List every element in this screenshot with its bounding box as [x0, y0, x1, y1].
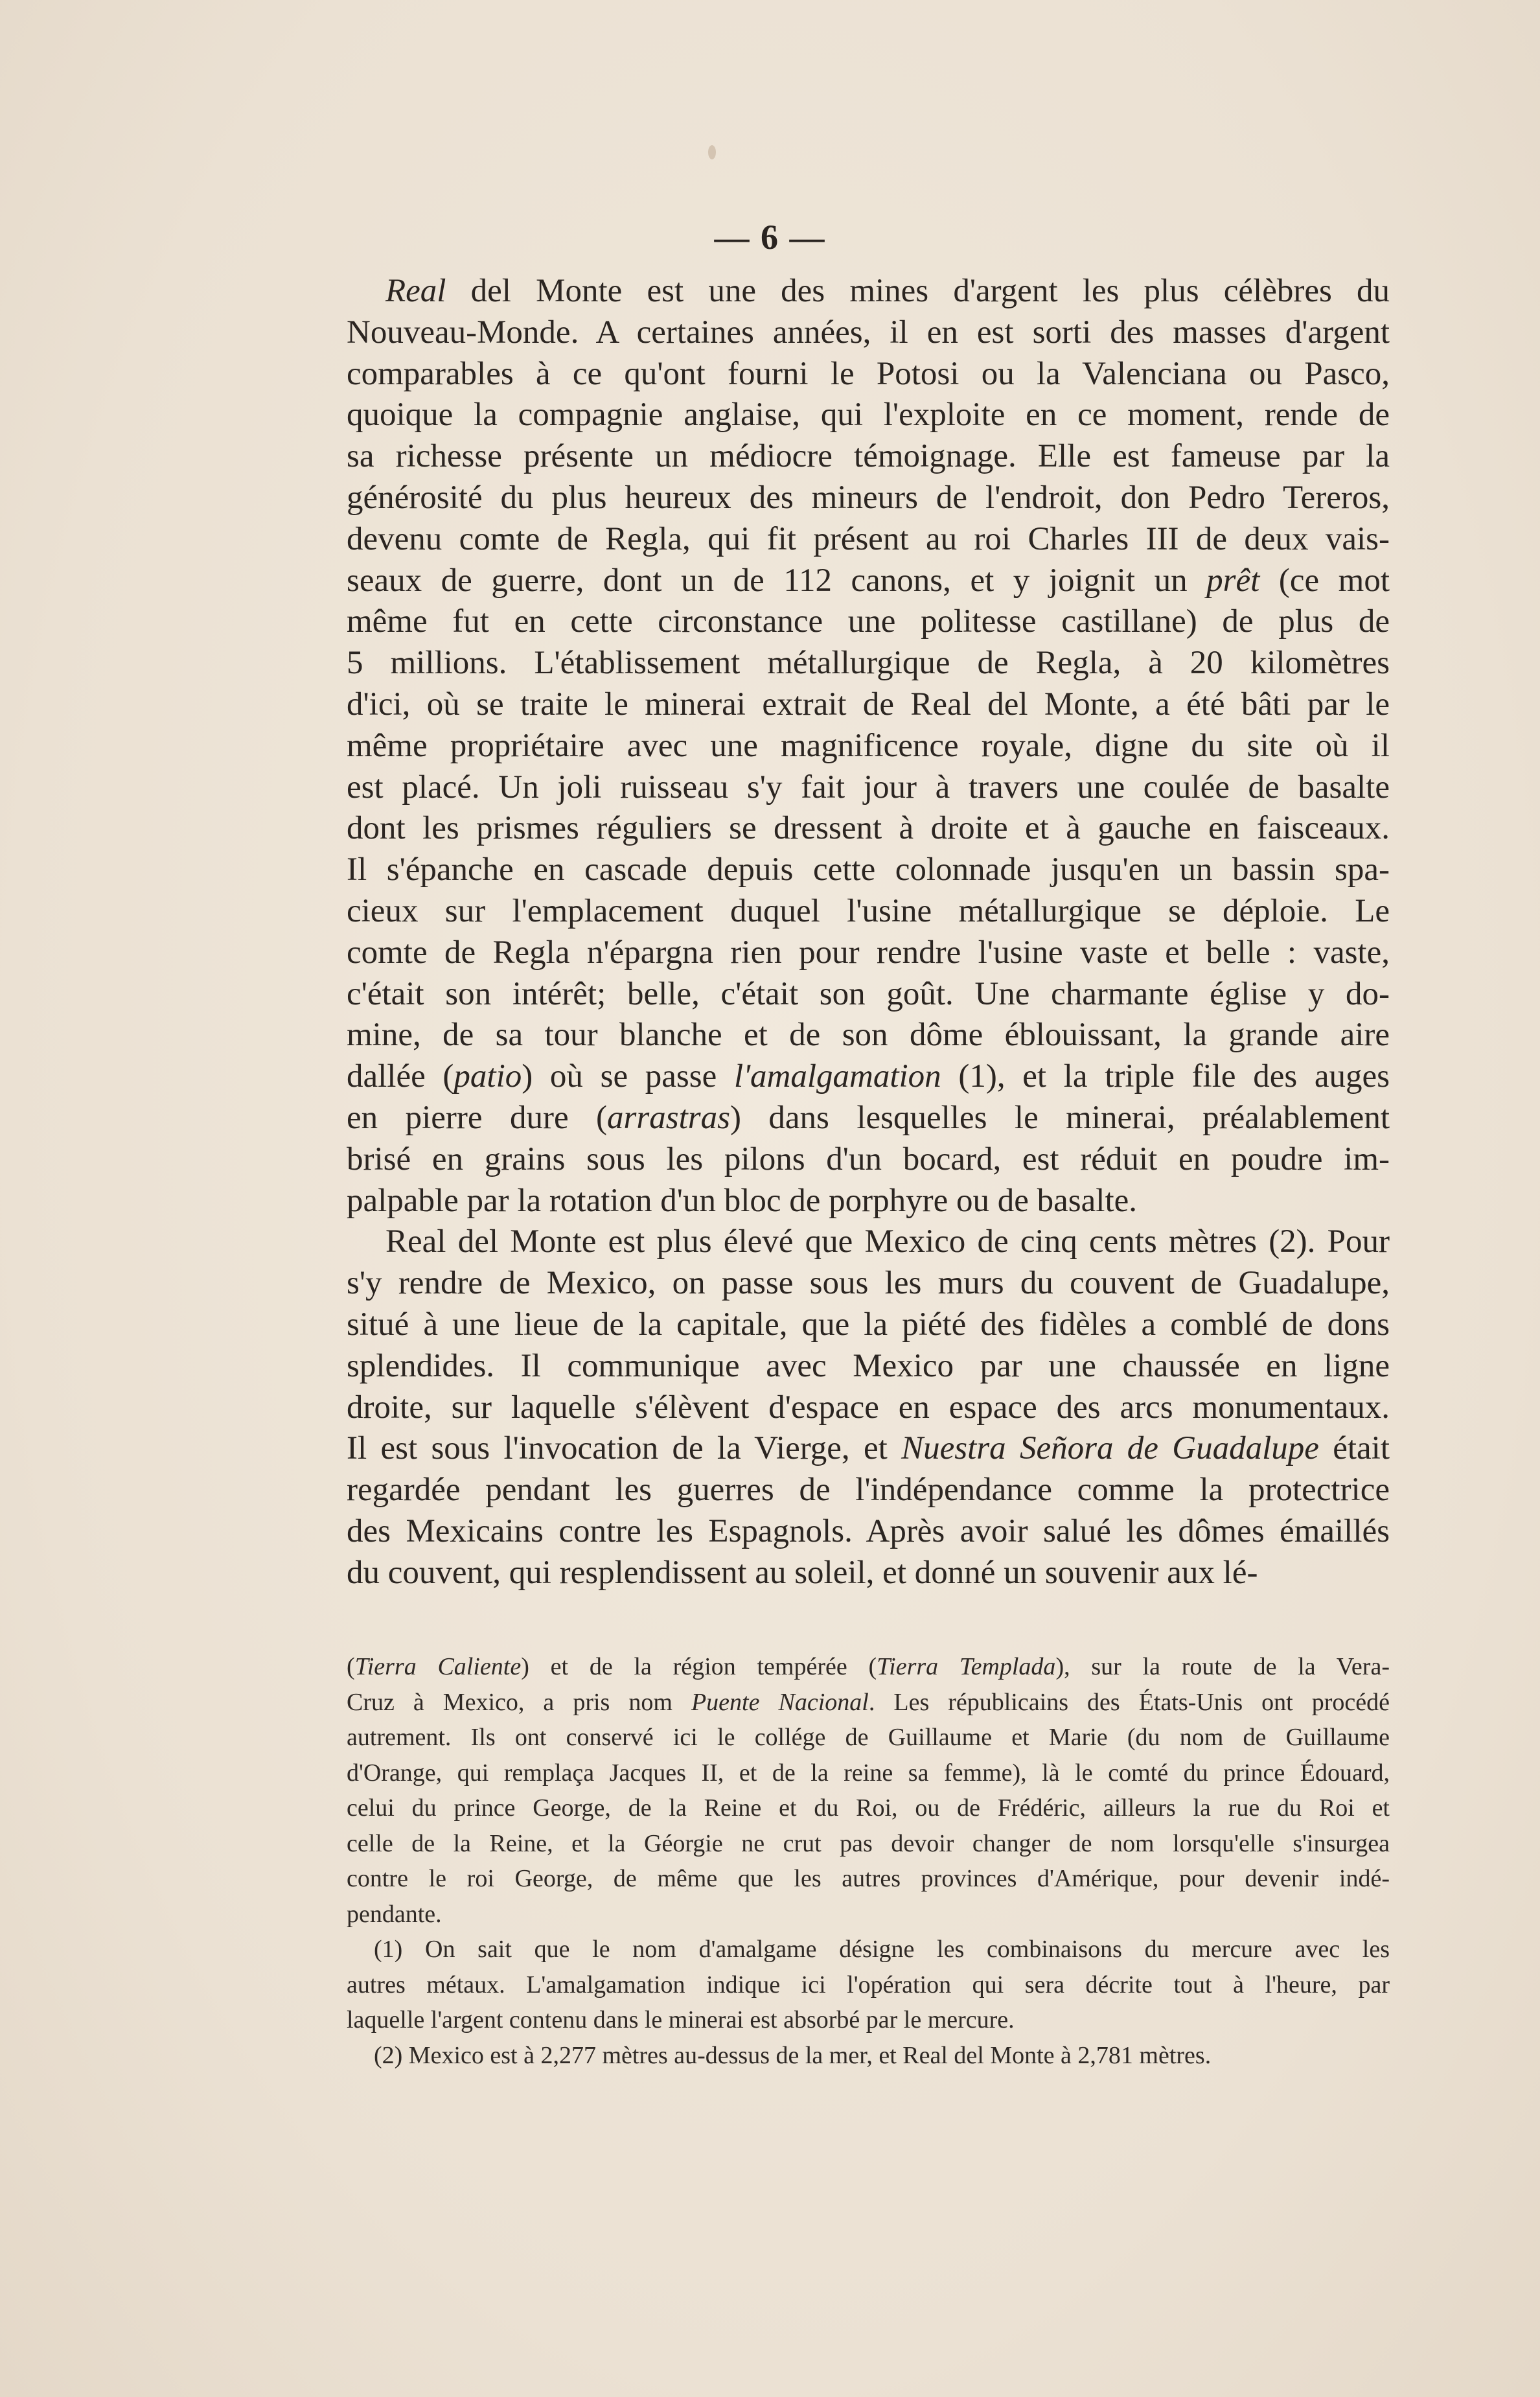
text-line: en pierre dure (arrastras) dans lesquelles le minerai, préalablement [347, 1099, 1390, 1136]
ink-speck [708, 145, 716, 159]
text-line: comparables à ce qu'ont fourni le Potosi ou la Valenciana ou Pasco, [347, 355, 1390, 392]
footnote-line: celle de la Reine, et la Géorgie ne crut pas devoir changer de nom lorsqu'elle s'insurgea [347, 1829, 1390, 1857]
footnote-2 [347, 2038, 1390, 2074]
text-line: situé à une lieue de la capitale, que la piété des fidèles a comblé de dons [347, 1306, 1390, 1343]
text-line: Il est sous l'invocation de la Vierge, et Nuestra Señora de Guadalupe était [347, 1430, 1390, 1467]
text-line: cieux sur l'emplacement duquel l'usine métallurgique se déploie. Le [347, 892, 1390, 929]
text-line: même propriétaire avec une magnificence royale, digne du site où il [347, 727, 1390, 764]
text-line: des Mexicains contre les Espagnols. Après avoir salué les dômes émaillés [347, 1512, 1390, 1549]
text-line: dallée (patio) où se passe l'amalgamation (1), et la triple file des auges [347, 1058, 1390, 1095]
paragraph-1 [347, 271, 1390, 1222]
text-line: du couvent, qui resplendissent au soleil, et donné un souvenir aux lé- [347, 1554, 1258, 1591]
text-line: Real del Monte est une des mines d'argent les plus célèbres du [385, 273, 1390, 309]
text-line: devenu comte de Regla, qui fit présent au roi Charles III de deux vais- [347, 520, 1390, 557]
footnotes [347, 1649, 1390, 2073]
text-line: sa richesse présente un médiocre témoignage. Elle est fameuse par la [347, 438, 1390, 475]
text-line: mine, de sa tour blanche et de son dôme éblouissant, la grande aire [347, 1017, 1390, 1054]
footnote-1 [347, 1932, 1390, 2038]
text-line: comte de Regla n'épargna rien pour rendre l'usine vaste et belle : vaste, [347, 934, 1390, 971]
text-line: Il s'épanche en cascade depuis cette colonnade jusqu'en un bassin spa- [347, 851, 1390, 888]
text-line: s'y rendre de Mexico, on passe sous les murs du couvent de Guadalupe, [347, 1265, 1390, 1302]
footnote-line: d'Orange, qui remplaça Jacques II, et de la reine sa femme), là le comté du prince Édouard, [347, 1759, 1390, 1787]
footnote-line: autrement. Ils ont conservé ici le collége de Guillaume et Marie (du nom de Guillaume [347, 1724, 1390, 1751]
footnote-line: (1) On sait que le nom d'amalgame désigne les combinaisons du mercure avec les [374, 1936, 1390, 1963]
text-line: droite, sur laquelle s'élèvent d'espace en espace des arcs monumentaux. [347, 1389, 1390, 1426]
page-number: — 6 — [714, 218, 826, 257]
footnote-line: laquelle l'argent contenu dans le minerai est absorbé par le mercure. [347, 2006, 1015, 2033]
text-line: d'ici, où se traite le minerai extrait de Real del Monte, a été bâti par le [347, 686, 1390, 723]
footnote-line: (2) Mexico est à 2,277 mètres au-dessus de la mer, et Real del Monte à 2,781 mètres. [374, 2041, 1212, 2069]
text-line: 5 millions. L'établissement métallurgique de Regla, à 20 kilomètres [347, 645, 1390, 682]
footnote-line: pendante. [347, 1900, 442, 1928]
text-line: regardée pendant les guerres de l'indépendance comme la protectrice [347, 1472, 1390, 1509]
footnote-line: Cruz à Mexico, a pris nom Puente Nacional. Les républicains des États-Unis ont procédé [347, 1688, 1390, 1716]
text-line: générosité du plus heureux des mineurs de l'endroit, don Pedro Tereros, [347, 479, 1390, 516]
text-line: brisé en grains sous les pilons d'un bocard, est réduit en poudre im- [347, 1141, 1390, 1177]
text-line: palpable par la rotation d'un bloc de porphyre ou de basalte. [347, 1182, 1138, 1219]
text-line: seaux de guerre, dont un de 112 canons, et y joignit un prêt (ce mot [347, 562, 1390, 599]
text-line: dont les prismes réguliers se dressent à droite et à gauche en faisceaux. [347, 810, 1390, 847]
footnote-line: (Tierra Caliente) et de la région tempérée (Tierra Templada), sur la route de la Vera- [347, 1653, 1390, 1680]
text-line: même fut en cette circonstance une politesse castillane) de plus de [347, 603, 1390, 640]
paragraph-2 [347, 1222, 1390, 1593]
footnote-line: autres métaux. L'amalgamation indique ici l'opération qui sera décrite tout à l'heure, par [347, 1971, 1390, 1998]
footnote-continued [347, 1649, 1390, 1932]
main-text [347, 271, 1390, 1594]
text-line: quoique la compagnie anglaise, qui l'exploite en ce moment, rende de [347, 397, 1390, 434]
text-line: Nouveau-Monde. A certaines années, il en est sorti des masses d'argent [347, 314, 1390, 351]
text-line: Real del Monte est plus élevé que Mexico de cinq cents mètres (2). Pour [385, 1223, 1390, 1260]
text-line: splendides. Il communique avec Mexico par une chaussée en ligne [347, 1347, 1390, 1384]
text-line: c'était son intérêt; belle, c'était son goût. Une charmante église y do- [347, 975, 1390, 1012]
footnote-line: celui du prince George, de la Reine et du Roi, ou de Frédéric, ailleurs la rue du Roi et [347, 1794, 1390, 1822]
text-line: est placé. Un joli ruisseau s'y fait jour à travers une coulée de basalte [347, 769, 1390, 805]
footnote-line: contre le roi George, de même que les autres provinces d'Amérique, pour devenir indé- [347, 1865, 1390, 1892]
